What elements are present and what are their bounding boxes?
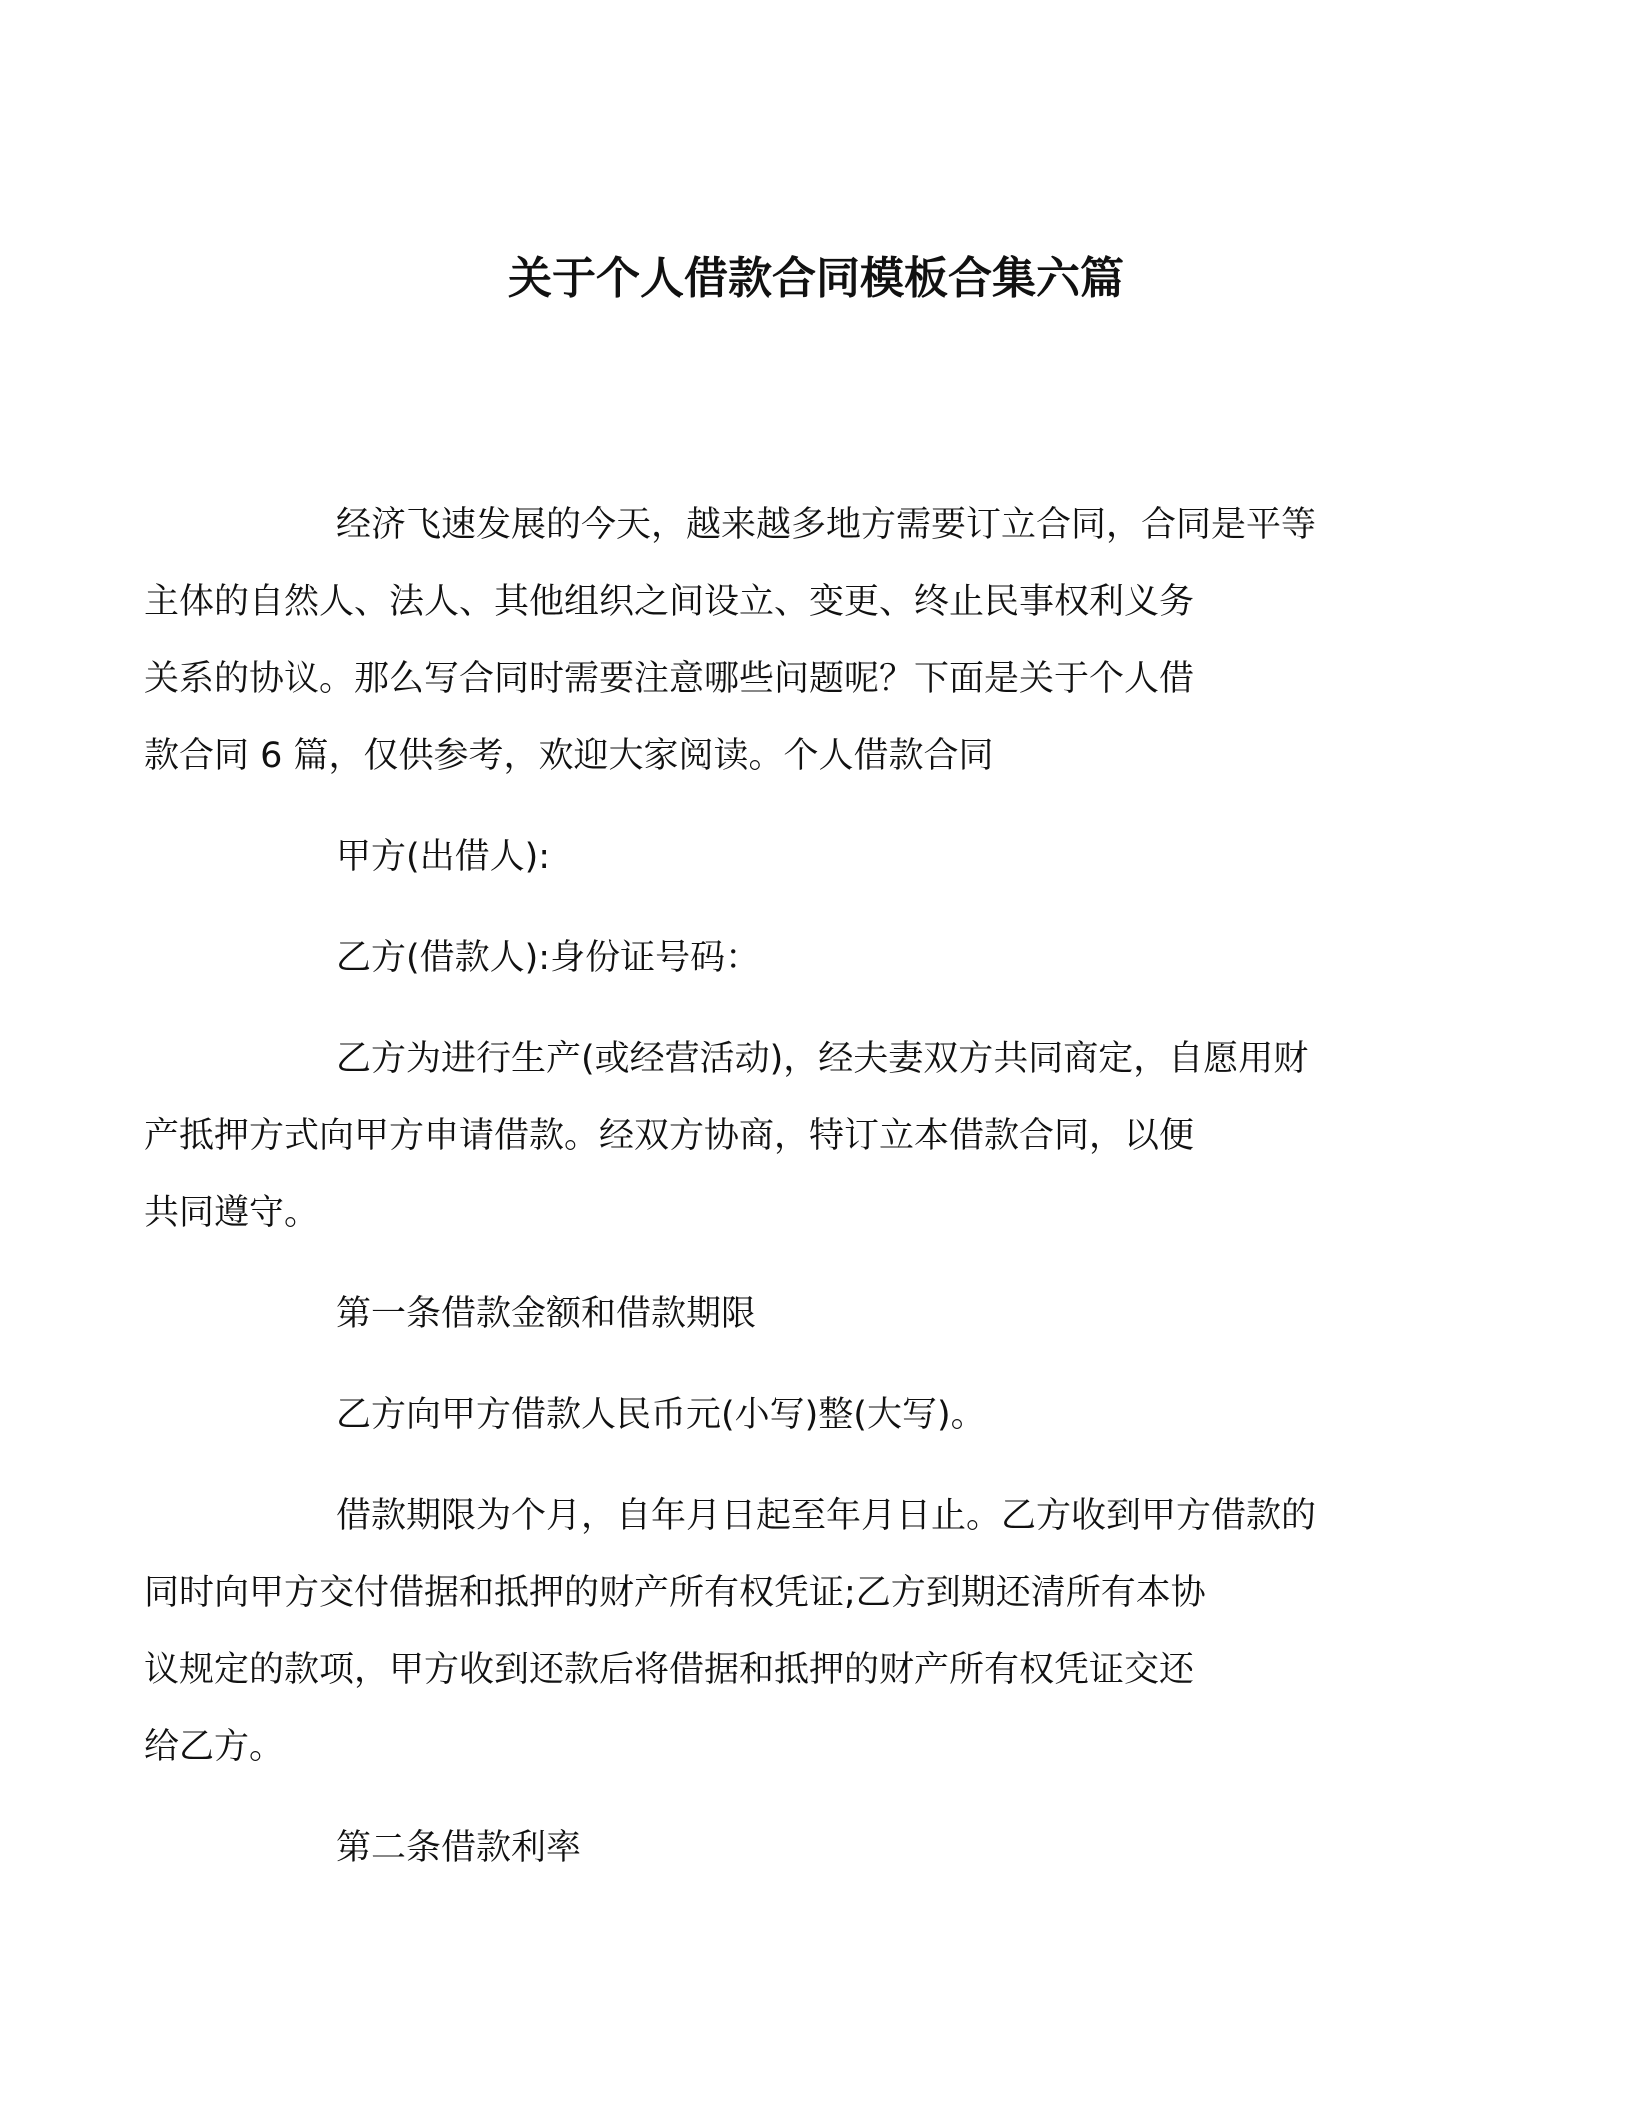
section-heading-article-1 bbox=[240, 1276, 1378, 1353]
paragraph-line: 借款期限为个月，自年月日起至年月日止。乙方收到甲方借款的 bbox=[336, 1496, 1317, 1536]
paragraph-line: 经济飞速发展的今天，越来越多地方需要订立合同，合同是平等 bbox=[336, 505, 1317, 545]
paragraph-loan-term bbox=[144, 1478, 1378, 1786]
paragraph-line: 主体的自然人、法人、其他组织之间设立、变更、终止民事权利义务 bbox=[144, 582, 1195, 622]
paragraph-loan-amount bbox=[240, 1377, 1378, 1454]
paragraph-line: 议规定的款项，甲方收到还款后将借据和抵押的财产所有权凭证交还 bbox=[144, 1650, 1195, 1690]
paragraph-line: 关系的协议。那么写合同时需要注意哪些问题呢？下面是关于个人借 bbox=[144, 659, 1195, 699]
paragraph-line: 同时向甲方交付借据和抵押的财产所有权凭证;乙方到期还清所有本协 bbox=[144, 1573, 1206, 1613]
paragraph-line: 乙方向甲方借款人民币元(小写)整(大写)。 bbox=[336, 1395, 986, 1435]
paragraph-line: 乙方(借款人):身份证号码： bbox=[336, 938, 761, 978]
document-body bbox=[144, 487, 1378, 1911]
paragraph-line: 第一条借款金额和借款期限 bbox=[336, 1294, 757, 1334]
paragraph-line: 款合同 6 篇，仅供参考，欢迎大家阅读。个人借款合同 bbox=[144, 736, 994, 776]
paragraph-line: 第二条借款利率 bbox=[336, 1828, 582, 1868]
paragraph-lender bbox=[240, 819, 1378, 896]
paragraph-borrower bbox=[240, 920, 1378, 997]
paragraph-line: 产抵押方式向甲方申请借款。经双方协商，特订立本借款合同，以便 bbox=[144, 1116, 1195, 1156]
paragraph-line: 共同遵守。 bbox=[144, 1193, 320, 1233]
paragraph-line: 给乙方。 bbox=[144, 1727, 285, 1767]
document-title: 关于个人借款合同模板合集六篇 bbox=[508, 253, 1124, 305]
paragraph-line: 乙方为进行生产(或经营活动)，经夫妻双方共同商定，自愿用财 bbox=[336, 1039, 1309, 1079]
section-heading-article-2 bbox=[240, 1810, 1378, 1887]
paragraph-line: 甲方(出借人): bbox=[336, 837, 551, 877]
paragraph-intro bbox=[144, 487, 1378, 795]
paragraph-purpose bbox=[144, 1021, 1378, 1252]
